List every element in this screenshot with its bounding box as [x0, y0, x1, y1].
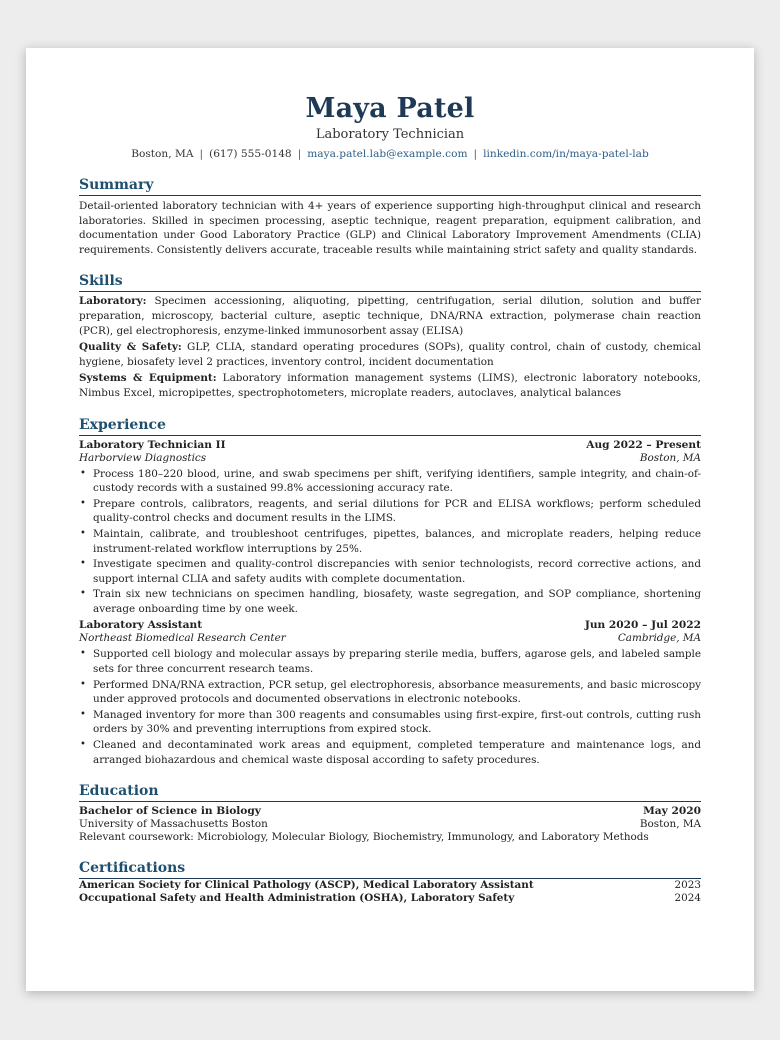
skill-group-quality-safety	[79, 340, 701, 369]
skill-label: Systems & Equipment:	[79, 372, 217, 385]
certification-year: 2023	[674, 879, 701, 892]
job-bullets	[79, 467, 701, 617]
summary-text: Detail-oriented laboratory technician with 4+ years of experience supporting high-throughput clinical and research laboratories. Skilled in specimen processing, aseptic technique, reagent preparation, equipment calibration, and documentation under Good Laboratory Practice (GLP) and Clinical Laboratory Improvement Amendments (CLIA) requirements. Consistently delivers accurate, traceable results while maintaining strict safety and quality standards.	[79, 200, 701, 256]
resume-content	[79, 94, 701, 905]
bullet-item: • Performed DNA/RNA extraction, PCR setup, gel electrophoresis, absorbance measurements, and basic microscopy under approved protocols and documented observations in electronic notebooks.	[93, 678, 701, 707]
skill-text: GLP, CLIA, standard operating procedures (SOPs), quality control, chain of custody, chemical hygiene, biosafety level 2 practices, inventory control, incident documentation	[79, 341, 701, 368]
candidate-role: Laboratory Technician	[315, 127, 465, 142]
education-coursework	[79, 831, 701, 844]
bullet-item: • Process 180–220 blood, urine, and swab specimens per shift, verifying identifiers, sample integrity, and chain-of-custody records with a sustained 99.8% accessioning accuracy rate.	[93, 467, 701, 496]
bullet-item: • Cleaned and decontaminated work areas and equipment, completed temperature and maintenance logs, and arranged biohazardous and chemical waste disposal according to safety procedures.	[93, 738, 701, 767]
job-title: Laboratory Technician II	[79, 438, 226, 451]
school-location: Boston, MA	[639, 818, 701, 831]
job-entry	[79, 439, 701, 617]
skills-heading: Skills	[79, 272, 701, 292]
certification-year: 2024	[674, 892, 701, 905]
contact-separator: |	[297, 148, 302, 160]
job-title: Laboratory Assistant	[79, 619, 203, 632]
summary-heading: Summary	[79, 176, 701, 196]
job-subheader	[79, 452, 701, 465]
bullet-item: • Managed inventory for more than 300 reagents and consumables using first-expire, first-out controls, cutting rush orders by 30% and preventing interruptions from expired stock.	[93, 708, 701, 737]
job-header	[79, 439, 701, 452]
experience-heading: Experience	[79, 416, 701, 436]
job-company: Northeast Biomedical Research Center	[79, 632, 286, 645]
degree-name: Bachelor of Science in Biology	[79, 805, 261, 818]
job-dates: Jun 2020 – Jul 2022	[584, 619, 701, 632]
job-subheader	[79, 632, 701, 645]
job-company: Harborview Diagnostics	[79, 451, 207, 464]
job-location: Boston, MA	[639, 451, 701, 464]
coursework-text: Relevant coursework: Microbiology, Molecular Biology, Biochemistry, Immunology, and Laboratory Methods	[79, 831, 649, 844]
certification-name: American Society for Clinical Pathology (ASCP), Medical Laboratory Assistant	[79, 879, 534, 892]
certification-name: Occupational Safety and Health Administration (OSHA), Laboratory Safety	[79, 892, 515, 905]
resume-page	[26, 48, 754, 991]
bullet-item: • Investigate specimen and quality-control discrepancies with senior technologists, record corrective actions, and support internal CLIA and safety audits with complete documentation.	[93, 557, 701, 586]
bullet-item: • Train six new technicians on specimen handling, biosafety, waste segregation, and SOP compliance, shortening average onboarding time by one week.	[93, 587, 701, 616]
skill-text: Specimen accessioning, aliquoting, pipetting, centrifugation, serial dilution, solution and buffer preparation, microscopy, bacterial culture, aseptic technique, DNA/RNA extraction, polymerase chain reaction (PCR), gel electrophoresis, enzyme-linked immunosorbent assay (ELISA)	[79, 295, 701, 337]
contact-linkedin-link[interactable]: linkedin.com/in/maya-patel-lab	[483, 148, 649, 160]
skill-text: Laboratory information management systems (LIMS), electronic laboratory notebooks, Nimbus Excel, micropipettes, spectrophotometers, microplate readers, autoclaves, analytical balances	[79, 372, 701, 399]
job-bullets	[79, 647, 701, 767]
education-school-row	[79, 818, 701, 831]
skill-group-laboratory	[79, 294, 701, 338]
certification-item	[79, 892, 701, 905]
degree-date: May 2020	[643, 805, 701, 818]
job-header	[79, 619, 701, 632]
bullet-item: • Maintain, calibrate, and troubleshoot centrifuges, pipettes, balances, and microplate readers, helping reduce instrument-related workflow interruptions by 25%.	[93, 527, 701, 556]
contact-location: Boston, MA	[131, 148, 194, 160]
contact-separator: |	[473, 148, 478, 160]
skill-label: Quality & Safety:	[79, 341, 182, 354]
bullet-item: • Supported cell biology and molecular assays by preparing sterile media, buffers, agarose gels, and labeled sample sets for three concurrent research teams.	[93, 647, 701, 676]
certification-item	[79, 879, 701, 892]
education-heading: Education	[79, 782, 701, 802]
bullet-item: • Prepare controls, calibrators, reagents, and serial dilutions for PCR and ELISA workflows; perform scheduled quality-control checks and document results in the LIMS.	[93, 497, 701, 526]
school-name: University of Massachusetts Boston	[79, 818, 268, 831]
contact-separator: |	[199, 148, 204, 160]
job-dates: Aug 2022 – Present	[586, 438, 701, 451]
job-location: Cambridge, MA	[617, 632, 701, 645]
contact-line	[79, 147, 701, 161]
certifications-heading: Certifications	[79, 859, 701, 879]
skill-group-systems-equipment	[79, 371, 701, 400]
contact-email-link[interactable]: maya.patel.lab@example.com	[307, 148, 468, 160]
job-entry	[79, 619, 701, 767]
contact-phone: (617) 555-0148	[209, 148, 292, 160]
education-degree-row	[79, 805, 701, 818]
skill-label: Laboratory:	[79, 295, 147, 308]
candidate-name: Maya Patel	[305, 93, 475, 124]
